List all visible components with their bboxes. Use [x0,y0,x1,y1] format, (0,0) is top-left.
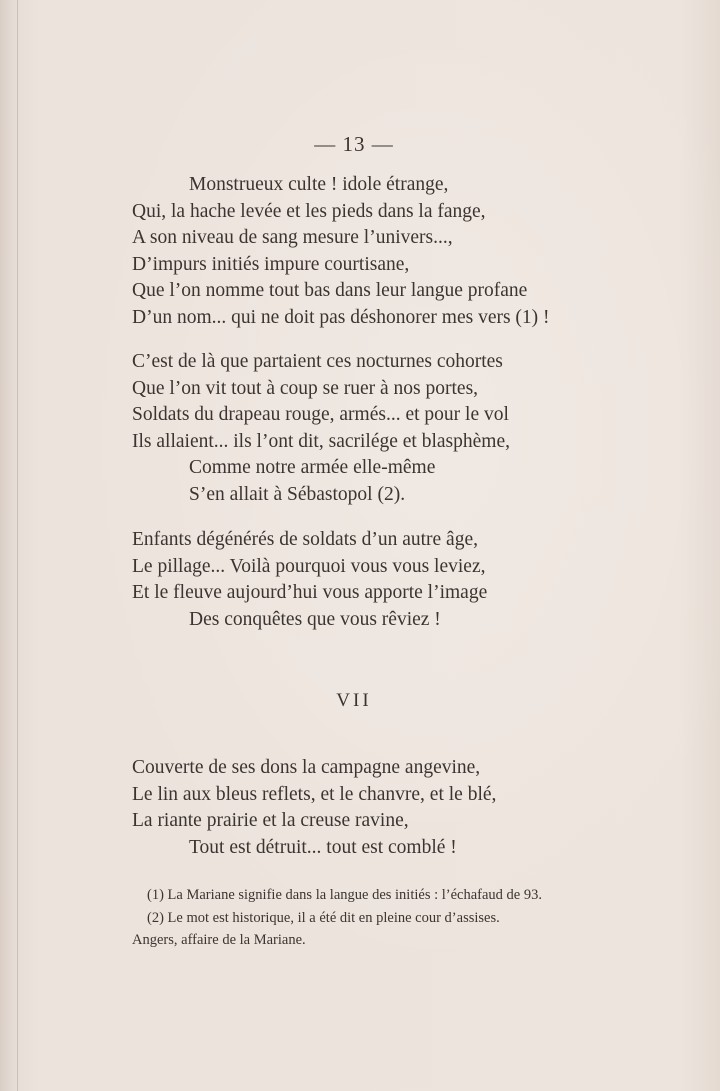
footnote-1: (1) La Mariane signifie dans la langue des initiés : l’échafaud de 93. [147,887,542,903]
verse-line: S’en allait à Sébastopol (2). [189,483,406,505]
verse-line: D’un nom... qui ne doit pas déshonorer mes vers (1) ! [132,306,550,328]
section-heading: VII [336,690,372,711]
verse-line: Enfants dégénérés de soldats d’un autre âge, [132,529,478,550]
stanza-3 [132,527,487,633]
verse-line: La riante prairie et la creuse ravine, [132,810,409,831]
verse-line: Ils allaient... ils l’ont dit, sacrilége et blasphème, [132,430,510,452]
page-number: — 13 — [314,132,394,156]
verse-line: Couverte de ses dons la campagne angevine, [132,757,481,778]
verse-line: Tout est détruit... tout est comblé ! [189,836,457,858]
stanza-4 [132,755,496,861]
verse-line: Et le fleuve aujourd’hui vous apporte l’image [132,582,488,603]
verse-line: Soldats du drapeau rouge, armés... et pour le vol [132,404,509,425]
verse-line: Monstrueux culte ! idole étrange, [189,174,449,195]
verse-line: Le lin aux bleus reflets, et le chanvre, et le blé, [132,783,497,805]
verse-line: Que l’on vit tout à coup se ruer à nos portes, [132,377,479,399]
stanza-2 [132,349,510,508]
binding-gutter [17,0,18,1091]
footnote-2: (2) Le mot est historique, il a été dit en pleine cour d’assises. [147,909,500,926]
footnote-2-continuation: Angers, affaire de la Mariane. [132,932,306,948]
verse-line: C’est de là que partaient ces nocturnes cohortes [132,351,503,372]
verse-line: Comme notre armée elle-même [189,457,436,478]
verse-line: Des conquêtes que vous rêviez ! [189,608,441,630]
verse-line: A son niveau de sang mesure l’univers..., [132,227,453,248]
verse-line: D’impurs initiés impure courtisane, [132,253,410,275]
stanza-1 [132,172,550,331]
verse-line: Le pillage... Voilà pourquoi vous vous leviez, [132,555,486,577]
verse-line: Que l’on nomme tout bas dans leur langue profane [132,280,528,301]
verse-line: Qui, la hache levée et les pieds dans la fange, [132,200,486,222]
footnotes [132,884,582,952]
